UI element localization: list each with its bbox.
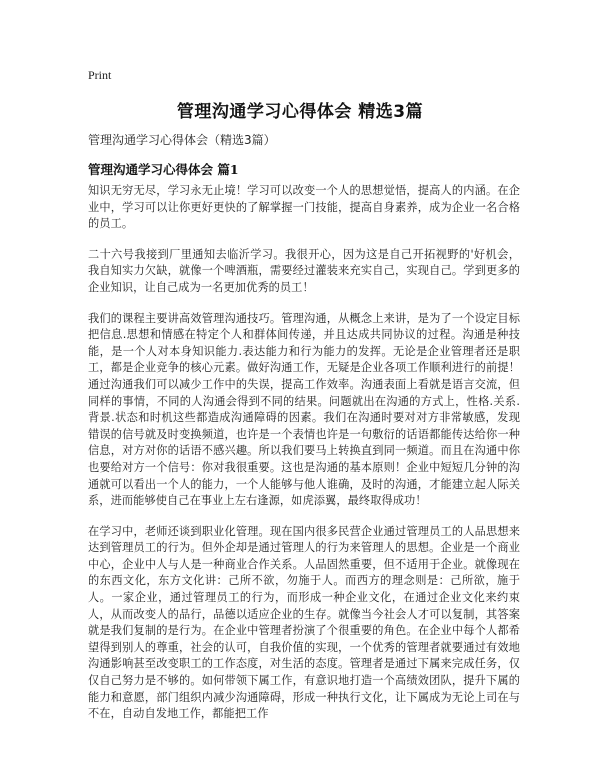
document-body (88, 183, 520, 737)
paragraph: 二十六号我接到厂里通知去临沂学习。我很开心，因为这是自己开拓视野的'好机会，我自知实力欠缺，就像一个啤酒瓶，需要经过灌装来充实自己，实现自己。学到更多的企业知识，让自己成为一名更加优秀的员工！ (88, 247, 520, 294)
page-title: 管理沟通学习心得体会 精选3篇 (176, 102, 424, 122)
section-heading: 管理沟通学习心得体会 篇1 (88, 162, 239, 177)
paragraph: 我们的课程主要讲高效管理沟通技巧。管理沟通，从概念上来讲，是为了一个设定目标把信息.思想和情感在特定个人和群体间传递，并且达成共同协议的过程。沟通是种技能，是一个人对本身知识能力.表达能力和行为能力的发挥。无论是企业管理者还是职工，都是企业竞争的核心元素。做好沟通工作，无疑是企业各项工作顺利进行的前提！通过沟通我们可以减少工作中的失误，提高工作效率。沟通表面上看就是语言交流，但同样的事情，不同的人沟通会得到不同的结果。问题就出在沟通的方式上，性格.关系.背景.状态和时机这些都造成沟通障碍的因素。我们在沟通时要对对方非常敏感，发现错误的信号就及时变换频道，也许是一个表情也许是一句敷衍的话语都能传达给你一种信息，对方对你的话语不感兴趣。所以我们要马上转换直到同一频道。而且在沟通中你也要给对方一个信号：你对我很重要。这也是沟通的基本原则！企业中短短几分钟的沟通就可以看出一个人的能力，一个人能够与他人谁确，及时的沟通，才能建立起人际关系，进而能够使自己在事业上左右逢源，如虎添翼，最终取得成功！ (88, 311, 520, 508)
print-label: Print (88, 68, 112, 82)
paragraph: 在学习中，老师还谈到职业化管理。现在国内很多民营企业通过管理员工的人品思想来达到管理员工的行为。但外企却是通过管理人的行为来管理人的思想。企业是一个商业中心，企业中人与人是一种商业合作关系。人品固然重要，但不适用于企业。就像现在的东西文化，东方文化讲：己所不欲，勿施于人。而西方的理念则是：己所欲，施于人。一家企业，通过管理员工的行为，而形成一种企业文化，在通过企业文化来约束人，从而改变人的品行，品德以适应企业的生存。就像当今社会人才可以复制，其答案就是我们复制的是行为。在企业中管理者扮演了个很重要的角色。在企业中每个人都希望得到别人的尊重，社会的认可，自我价值的实现，一个优秀的管理者就要通过有效地沟通影响甚至改变职工的工作态度，对生活的态度。管理者是通过下属来完成任务，仅仅自己努力是不够的。如何带领下属工作，有意识地打造一个高绩效团队，提升下属的能力和意愿，部门组织内减少沟通障碍，形成一种执行文化，让下属成为无论上司在与不在，自动自发地工作，都能把工作 (88, 524, 520, 721)
paragraph: 知识无穷无尽，学习永无止境！学习可以改变一个人的思想觉悟，提高人的内涵。在企业中，学习可以让你更好更快的了解掌握一门技能，提高自身素养，成为企业一名合格的员工。 (88, 184, 520, 231)
document-subtitle: 管理沟通学习心得体会（精选3篇） (88, 133, 276, 147)
